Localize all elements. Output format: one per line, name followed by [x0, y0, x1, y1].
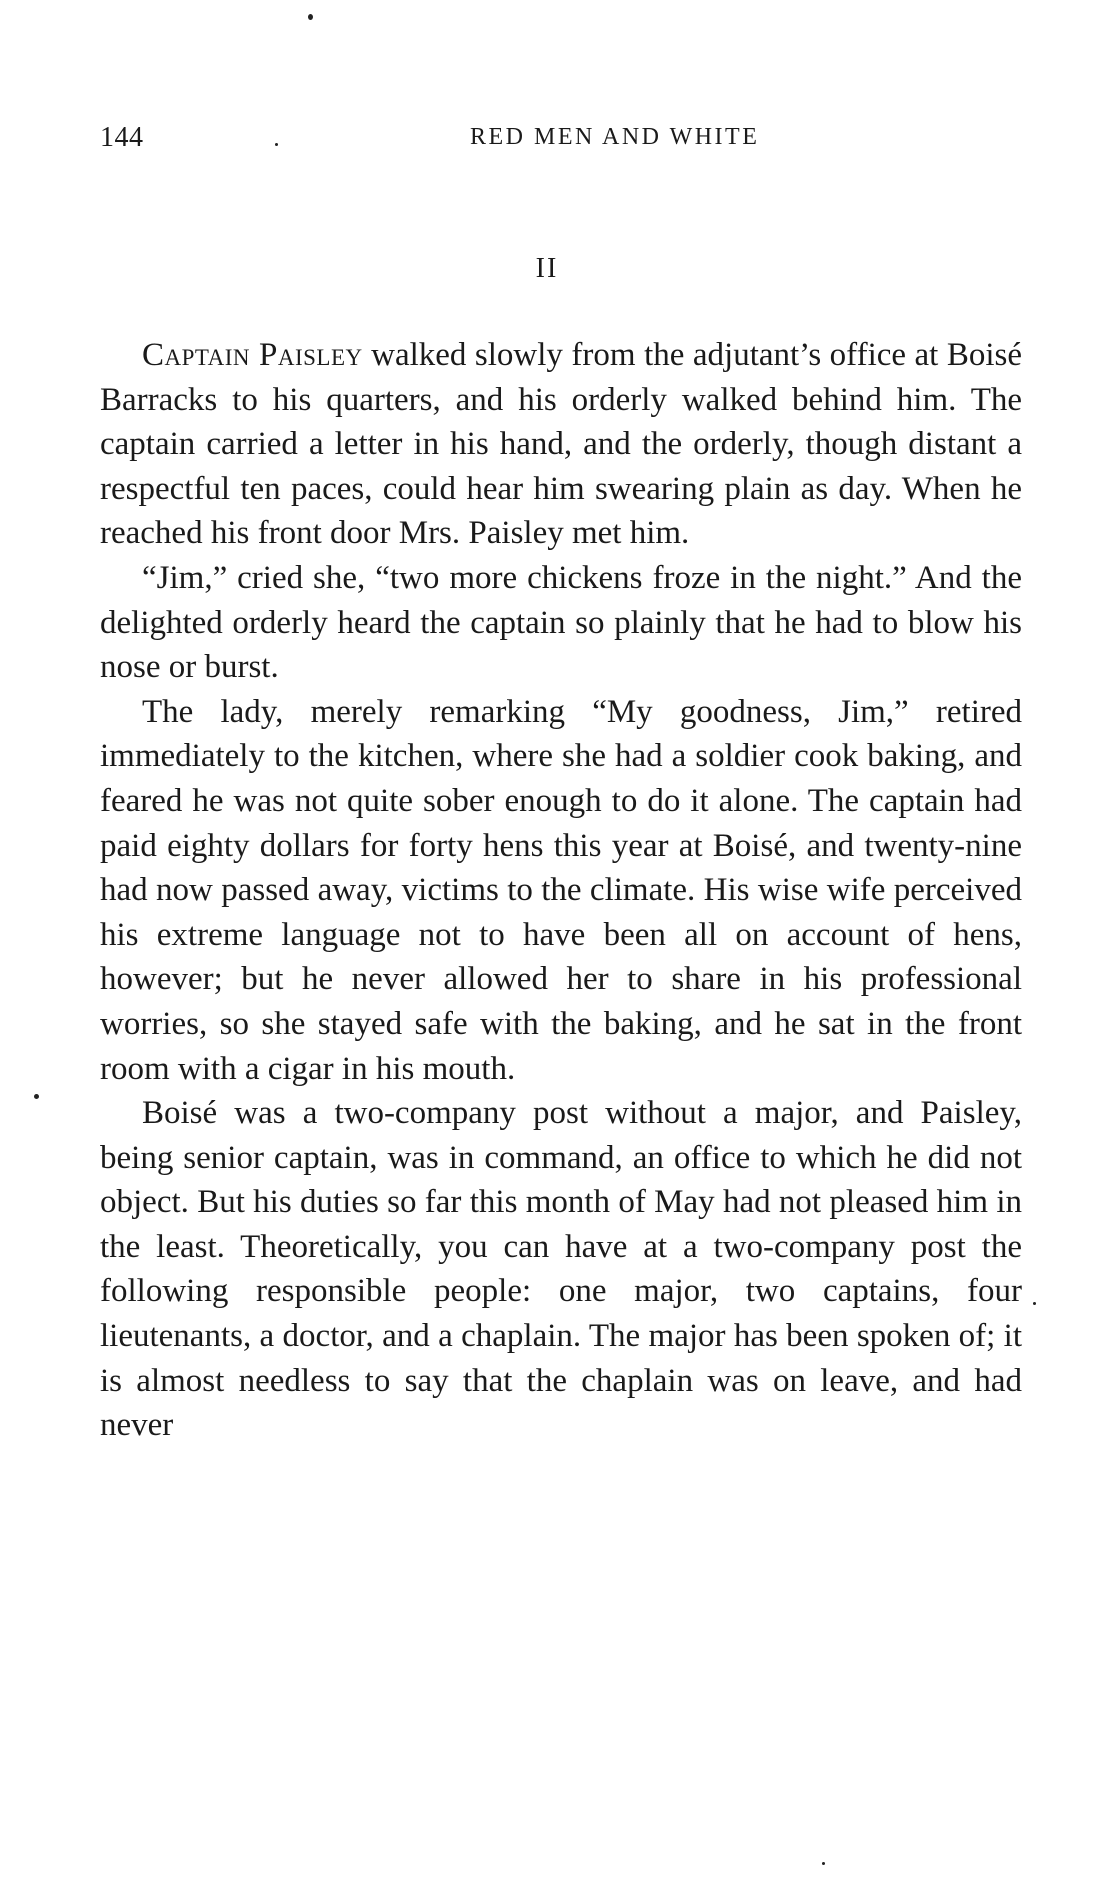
small-caps-lead: Captain Paisley [142, 337, 363, 373]
paragraph: The lady, merely remarking “My goodness, Jim,” retired immediately to the kitchen, where she had a soldier cook baking, and feared he was not quite sober enough to do it alone. The captain had paid eighty dollars for forty hens this year at Boisé, and twenty-nine had now passed away, victims to the climate. His wise wife perceived his extreme language not to have been all on account of hens, however; but he never allowed her to share in his professional worries, so she stayed safe with the baking, and he sat in the front room with a cigar in his mouth. [100, 693, 1022, 1087]
page-speck [822, 1862, 825, 1865]
running-head: RED MEN AND WHITE [470, 124, 760, 150]
page-header [100, 122, 1020, 162]
section-number: II [535, 253, 559, 284]
page-speck [1033, 1302, 1036, 1305]
paragraph [100, 333, 1022, 556]
page-speck [34, 1094, 39, 1099]
paragraph: “Jim,” cried she, “two more chickens froze in the night.” And the delighted orderly heard the captain so plainly that he had to blow his nose or burst. [100, 559, 1022, 686]
paragraph-text: walked slowly from the adjutant’s office at Boisé Barracks to his quarters, and his orderly walked behind him. The captain carried a letter in his hand, and the orderly, though distant a respectful ten paces, could hear him swearing plain as day. When he reached his front door Mrs. Paisley met him. [100, 337, 1023, 552]
page-speck [308, 14, 313, 20]
paragraph: Boisé was a two-company post without a major, and Paisley, being senior captain, was in command, an office to which he did not object. But his duties so far this month of May had not pleased him in the least. Theoretically, you can have at a two-company post the following responsible people: one major, two captains, four lieutenants, a doctor, and a chaplain. The major has been spoken of; it is almost needless to say that the chaplain was on leave, and had never [100, 1095, 1022, 1444]
body-text [100, 333, 1022, 1448]
page-number: 144 [100, 122, 144, 153]
